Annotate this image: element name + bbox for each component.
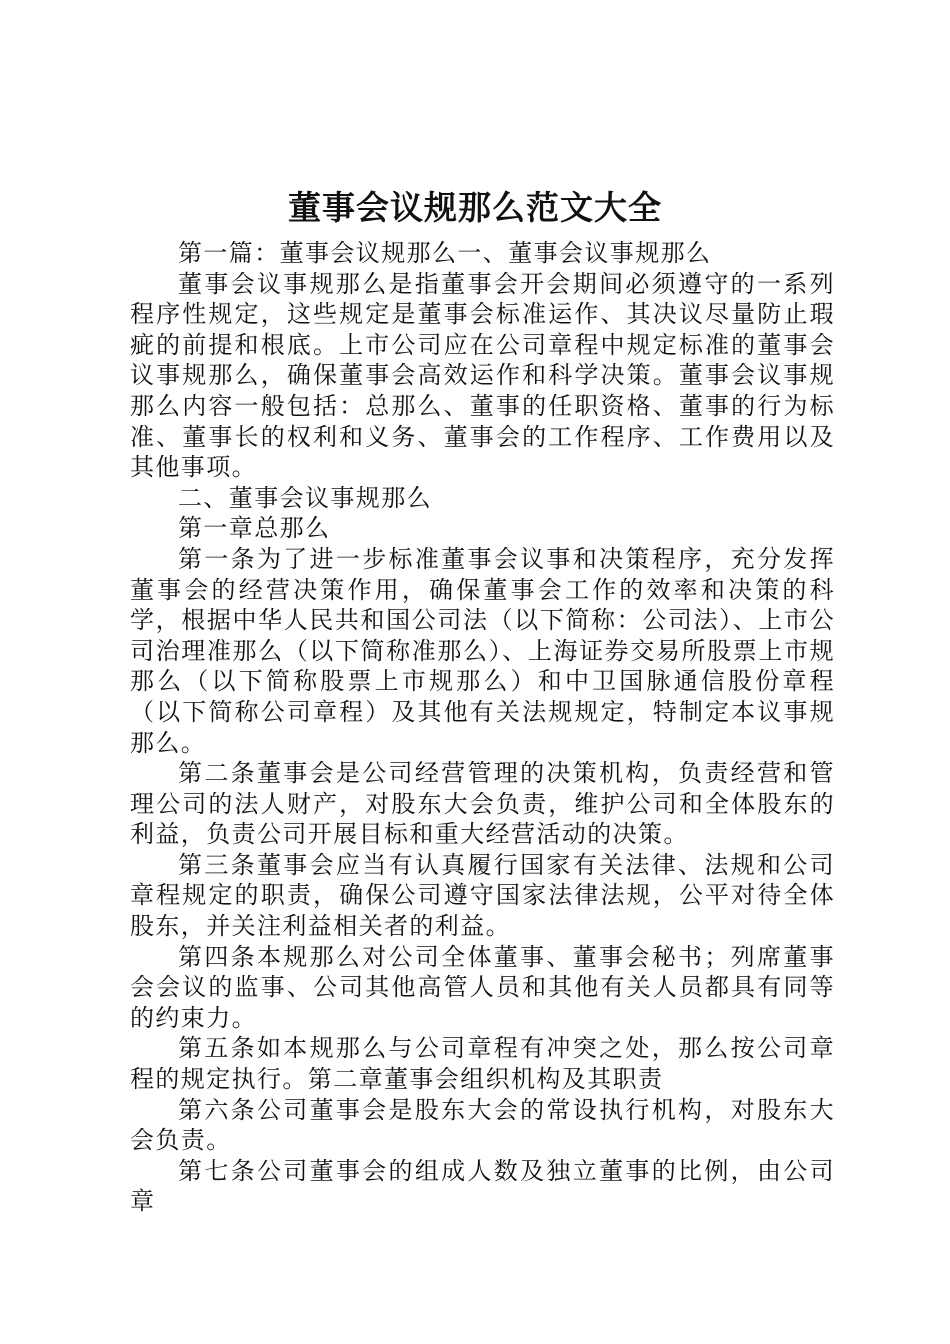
paragraph: 第二条董事会是公司经营管理的决策机构，负责经营和管理公司的法人财产，对股东大会负责，维护公司和全体股东的利益，负责公司开展目标和重大经营活动的决策。 xyxy=(130,759,835,849)
paragraph: 第七条公司董事会的组成人数及独立董事的比例，由公司章 xyxy=(130,1156,835,1216)
document-body xyxy=(130,238,835,1217)
paragraph: 第五条如本规那么与公司章程有冲突之处，那么按公司章程的规定执行。第二章董事会组织机构及其职责 xyxy=(130,1034,835,1094)
paragraph: 第一篇：董事会议规那么一、董事会议事规那么 xyxy=(178,239,712,267)
document-title: 董事会议规那么范文大全 xyxy=(288,188,662,227)
paragraph: 第三条董事会应当有认真履行国家有关法律、法规和公司章程规定的职责，确保公司遵守国家法律法规，公平对待全体股东，并关注利益相关者的利益。 xyxy=(130,850,835,941)
paragraph: 董事会议事规那么是指董事会开会期间必须遵守的一系列程序性规定，这些规定是董事会标准运作、其决议尽量防止瑕疵的前提和根底。上市公司应在公司章程中规定标准的董事会议事规那么，确保董事会高效运作和科学决策。董事会议事规那么内容一般包括：总那么、董事的任职资格、董事的行为标准、董事长的权利和义务、董事会的工作程序、工作费用以及其他事项。 xyxy=(130,269,835,482)
paragraph: 第六条公司董事会是股东大会的常设执行机构，对股东大会负责。 xyxy=(130,1095,835,1155)
paragraph: 第一条为了进一步标准董事会议事和决策程序，充分发挥董事会的经营决策作用，确保董事会工作的效率和决策的科学，根据中华人民共和国公司法（以下简称：公司法）、上市公司治理准那么（以下简称准那么）、上海证券交易所股票上市规那么（以下简称股票上市规那么）和中卫国脉通信股份章程（以下简称公司章程）及其他有关法规规定，特制定本议事规那么。 xyxy=(130,544,835,757)
paragraph: 第四条本规那么对公司全体董事、董事会秘书；列席董事会会议的监事、公司其他高管人员和其他有关人员都具有同等的约束力。 xyxy=(130,942,835,1032)
paragraph: 第一章总那么 xyxy=(178,514,331,543)
paragraph: 二、董事会议事规那么 xyxy=(178,483,432,512)
